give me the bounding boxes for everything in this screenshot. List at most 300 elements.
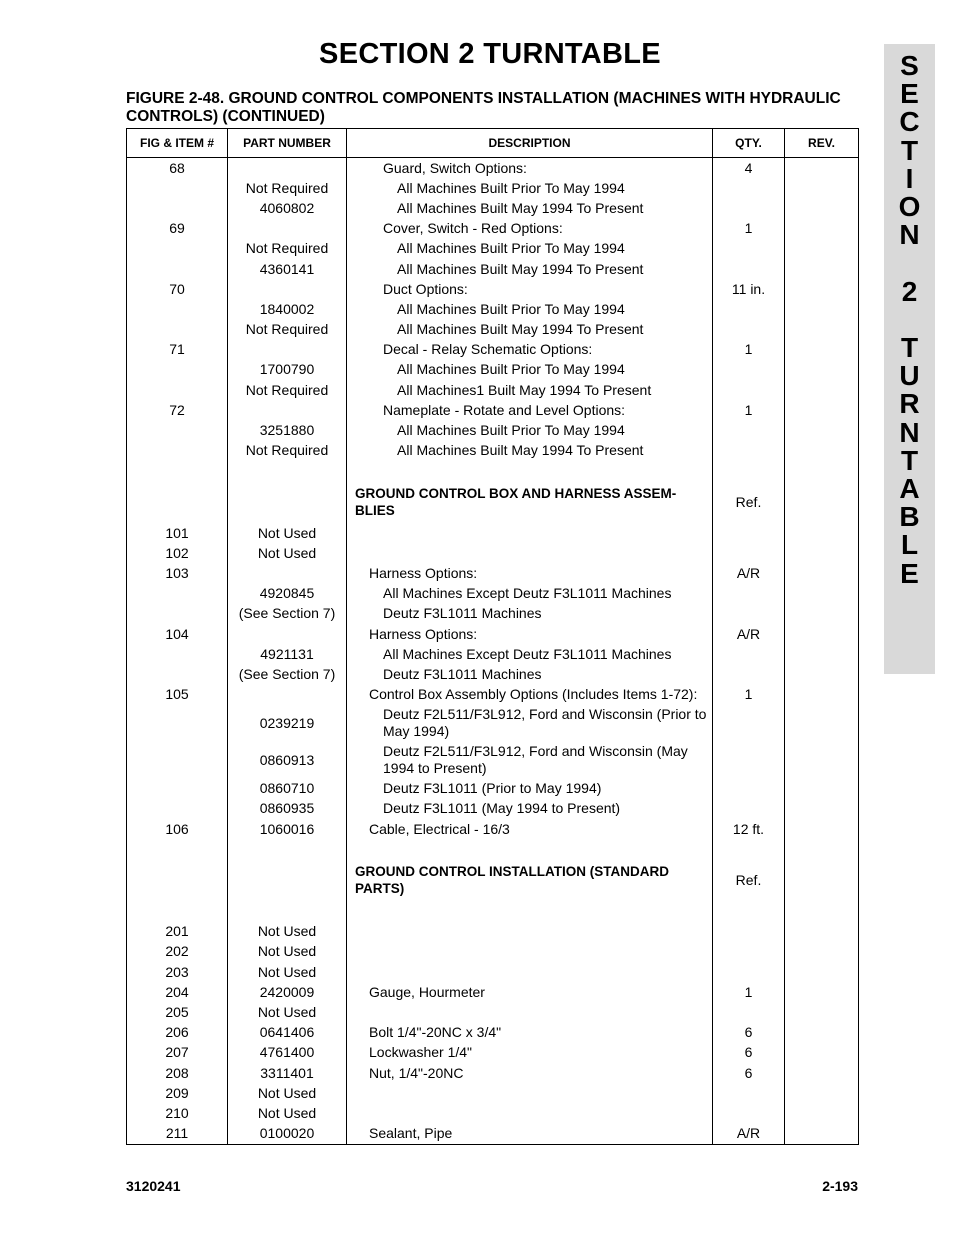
description-text: Guard, Switch Options: [383, 159, 527, 176]
fig-item-cell [127, 320, 228, 340]
fig-item-cell [127, 644, 228, 664]
description-cell [347, 178, 713, 198]
table-row [127, 158, 859, 179]
part-number-cell: 3251880 [228, 420, 347, 440]
table-row [127, 380, 859, 400]
rev-cell [785, 380, 859, 400]
description-text: All Machines Except Deutz F3L1011 Machines [383, 645, 672, 662]
description-text: Sealant, Pipe [369, 1125, 453, 1142]
part-number-cell: 1060016 [228, 819, 347, 839]
qty-cell: 1 [713, 685, 785, 705]
table-row [127, 239, 859, 259]
description-text: Deutz F3L1011 Machines [383, 605, 542, 622]
part-number-cell [228, 624, 347, 644]
part-number-cell [228, 839, 347, 859]
rev-cell [785, 320, 859, 340]
rev-cell [785, 543, 859, 563]
table-row [127, 685, 859, 705]
description-text: Deutz F3L1011 (May 1994 to Present) [383, 800, 621, 817]
part-number-cell: 0641406 [228, 1023, 347, 1043]
table-row [127, 299, 859, 319]
qty-cell: A/R [713, 563, 785, 583]
part-number-cell: 4921131 [228, 644, 347, 664]
description-text: Deutz F3L1011 (Prior to May 1994) [383, 780, 602, 797]
description-cell [347, 1124, 713, 1145]
fig-item-cell [127, 799, 228, 819]
qty-cell: 1 [713, 400, 785, 420]
rev-cell [785, 584, 859, 604]
part-number-cell: 4920845 [228, 584, 347, 604]
header-rev: REV. [785, 129, 859, 158]
side-tab-letter [884, 306, 935, 334]
part-number-cell: Not Required [228, 380, 347, 400]
rev-cell [785, 982, 859, 1002]
description-text: All Machines Built May 1994 To Present [397, 442, 644, 459]
fig-item-cell: 206 [127, 1023, 228, 1043]
description-cell [347, 420, 713, 440]
description-text: Deutz F2L511/F3L912, Ford and Wisconsin (Prior to May 1994) [383, 706, 707, 740]
fig-item-cell [127, 420, 228, 440]
side-tab-letters [884, 52, 935, 588]
description-text: Deutz F3L1011 Machines [383, 665, 542, 682]
part-number-cell [228, 685, 347, 705]
description-text: Lockwasher 1/4" [369, 1044, 473, 1061]
side-tab-letter: N [899, 219, 920, 251]
table-row [127, 400, 859, 420]
side-tab-letter: C [899, 106, 920, 138]
part-number-cell [228, 219, 347, 239]
description-cell [347, 604, 713, 624]
rev-cell [785, 400, 859, 420]
side-tab-letter: T [900, 444, 919, 476]
rev-cell [785, 279, 859, 299]
part-number-cell [228, 859, 347, 901]
header-qty: QTY. [713, 129, 785, 158]
description-cell [347, 219, 713, 239]
parts-table [126, 128, 859, 1145]
side-tab-letter: S [900, 50, 919, 81]
part-number-cell [228, 400, 347, 420]
description-cell [347, 819, 713, 839]
rev-cell [785, 360, 859, 380]
table-row [127, 1043, 859, 1063]
qty-cell [713, 705, 785, 742]
description-text: Deutz F2L511/F3L912, Ford and Wisconsin (May 1994 to Present) [383, 743, 688, 777]
table-row [127, 922, 859, 942]
qty-cell: 11 in. [713, 279, 785, 299]
qty-cell [713, 1002, 785, 1022]
part-number-cell: Not Required [228, 178, 347, 198]
description-cell [347, 1103, 713, 1123]
table-row [127, 942, 859, 962]
fig-item-cell: 102 [127, 543, 228, 563]
rev-cell [785, 481, 859, 523]
table-row [127, 1124, 859, 1145]
qty-cell [713, 901, 785, 921]
part-number-cell: 4060802 [228, 198, 347, 218]
table-row [127, 779, 859, 799]
description-cell [347, 664, 713, 684]
rev-cell [785, 922, 859, 942]
rev-cell [785, 819, 859, 839]
part-number-cell: Not Required [228, 320, 347, 340]
table-row [127, 819, 859, 839]
table-row [127, 543, 859, 563]
page-title: SECTION 2 TURNTABLE [319, 38, 661, 70]
part-number-cell: 1840002 [228, 299, 347, 319]
description-text: Duct Options: [383, 280, 468, 297]
qty-cell: A/R [713, 624, 785, 644]
description-text: Cover, Switch - Red Options: [383, 220, 563, 237]
fig-item-cell [127, 584, 228, 604]
rev-cell [785, 859, 859, 901]
rev-cell [785, 523, 859, 543]
part-number-cell [228, 901, 347, 921]
fig-item-cell: 104 [127, 624, 228, 644]
description-cell [347, 543, 713, 563]
qty-cell [713, 644, 785, 664]
rev-cell [785, 178, 859, 198]
qty-cell [713, 799, 785, 819]
figure-caption: FIGURE 2-48. GROUND CONTROL COMPONENTS INSTALLATION (MACHINES WITH HYDRAULIC CONTROLS) (CONTINUED) [126, 90, 841, 125]
side-tab-letter: T [900, 134, 919, 166]
fig-item-cell: 205 [127, 1002, 228, 1022]
description-text: Harness Options: [369, 564, 478, 581]
fig-item-cell [127, 604, 228, 624]
rev-cell [785, 299, 859, 319]
description-text: Nameplate - Rotate and Level Options: [383, 401, 626, 418]
qty-cell [713, 604, 785, 624]
part-number-cell: Not Used [228, 1002, 347, 1022]
section-header-text: GROUND CONTROL INSTALLATION (STANDARD PARTS) [355, 864, 669, 897]
rev-cell [785, 799, 859, 819]
qty-cell [713, 742, 785, 779]
description-cell [347, 779, 713, 799]
description-text: All Machines Built Prior To May 1994 [397, 361, 625, 378]
rev-cell [785, 420, 859, 440]
table-row [127, 901, 859, 921]
rev-cell [785, 705, 859, 742]
table-row [127, 461, 859, 481]
qty-cell [713, 299, 785, 319]
description-cell [347, 1023, 713, 1043]
rev-cell [785, 1023, 859, 1043]
table-row [127, 982, 859, 1002]
qty-cell [713, 239, 785, 259]
fig-item-cell: 71 [127, 340, 228, 360]
qty-cell [713, 1083, 785, 1103]
table-row [127, 523, 859, 543]
fig-item-cell [127, 441, 228, 461]
side-tab-letter: 2 [901, 275, 918, 307]
fig-item-cell: 72 [127, 400, 228, 420]
qty-cell [713, 380, 785, 400]
rev-cell [785, 1043, 859, 1063]
part-number-cell: Not Used [228, 1083, 347, 1103]
fig-item-cell: 208 [127, 1063, 228, 1083]
rev-cell [785, 742, 859, 779]
fig-item-cell [127, 178, 228, 198]
fig-item-cell [127, 664, 228, 684]
fig-item-cell: 210 [127, 1103, 228, 1123]
table-row [127, 664, 859, 684]
description-text: Cable, Electrical - 16/3 [369, 820, 510, 837]
table-row [127, 644, 859, 664]
description-cell [347, 340, 713, 360]
part-number-cell: 0860935 [228, 799, 347, 819]
side-tab-letter: O [898, 191, 921, 223]
part-number-cell: Not Used [228, 1103, 347, 1123]
part-number-cell: 0860913 [228, 742, 347, 779]
description-cell [347, 158, 713, 179]
part-number-cell: Not Used [228, 922, 347, 942]
rev-cell [785, 239, 859, 259]
rev-cell [785, 664, 859, 684]
table-row [127, 624, 859, 644]
header-fig-item: FIG & ITEM # [127, 129, 228, 158]
fig-item-cell [127, 859, 228, 901]
table-row [127, 441, 859, 461]
table-row [127, 1083, 859, 1103]
header-description: DESCRIPTION [347, 129, 713, 158]
table-row [127, 799, 859, 819]
description-text: Gauge, Hourmeter [369, 983, 485, 1000]
fig-item-cell: 201 [127, 922, 228, 942]
fig-item-cell: 70 [127, 279, 228, 299]
qty-cell [713, 922, 785, 942]
side-tab-letter: N [899, 416, 920, 448]
page-number: 2-193 [822, 1178, 858, 1194]
section-header-text: GROUND CONTROL BOX AND HARNESS ASSEM-BLIES [355, 486, 677, 518]
table-row [127, 420, 859, 440]
description-text: All Machines Built May 1994 To Present [397, 199, 644, 216]
part-number-cell: Not Required [228, 239, 347, 259]
table-row [127, 705, 859, 742]
fig-item-cell: 211 [127, 1124, 228, 1145]
description-cell [347, 742, 713, 779]
description-cell [347, 563, 713, 583]
description-cell [347, 839, 713, 859]
qty-cell [713, 584, 785, 604]
table-section-header-row [127, 481, 859, 523]
description-cell [347, 901, 713, 921]
table-row [127, 962, 859, 982]
part-number-cell [228, 481, 347, 523]
qty-cell [713, 320, 785, 340]
table-row [127, 279, 859, 299]
rev-cell [785, 685, 859, 705]
fig-item-cell [127, 779, 228, 799]
part-number-cell [228, 279, 347, 299]
part-number-cell: Not Used [228, 962, 347, 982]
qty-cell: 1 [713, 219, 785, 239]
fig-item-cell [127, 239, 228, 259]
side-tab-letter: E [900, 557, 919, 589]
rev-cell [785, 962, 859, 982]
qty-cell: 1 [713, 340, 785, 360]
qty-cell [713, 942, 785, 962]
side-tab-letter [884, 249, 935, 277]
description-cell [347, 299, 713, 319]
description-cell [347, 1043, 713, 1063]
section-side-tab [884, 44, 935, 674]
side-tab-letter: U [899, 360, 920, 392]
description-cell [347, 259, 713, 279]
table-row [127, 1023, 859, 1043]
fig-item-cell: 209 [127, 1083, 228, 1103]
fig-item-cell [127, 198, 228, 218]
description-cell [347, 380, 713, 400]
part-number-cell [228, 461, 347, 481]
fig-item-cell [127, 360, 228, 380]
description-text: Nut, 1/4"-20NC [369, 1064, 464, 1081]
table-header-row [127, 129, 859, 158]
part-number-cell: 0100020 [228, 1124, 347, 1145]
rev-cell [785, 1124, 859, 1145]
description-cell [347, 685, 713, 705]
description-text: Control Box Assembly Options (Includes Items 1-72): [369, 686, 698, 703]
part-number-cell: (See Section 7) [228, 604, 347, 624]
description-text: All Machines1 Built May 1994 To Present [397, 381, 652, 398]
table-row [127, 1103, 859, 1123]
side-tab-letter: E [900, 78, 919, 110]
description-cell [347, 523, 713, 543]
fig-item-cell: 105 [127, 685, 228, 705]
parts-table-body [127, 158, 859, 1145]
side-tab-letter: I [905, 162, 914, 194]
qty-cell: 1 [713, 982, 785, 1002]
qty-cell [713, 420, 785, 440]
side-tab-letter: R [899, 388, 920, 420]
rev-cell [785, 219, 859, 239]
fig-item-cell [127, 380, 228, 400]
part-number-cell: 4761400 [228, 1043, 347, 1063]
description-text: All Machines Built May 1994 To Present [397, 260, 644, 277]
rev-cell [785, 441, 859, 461]
table-row [127, 259, 859, 279]
description-cell [347, 962, 713, 982]
description-cell [347, 1002, 713, 1022]
qty-cell [713, 962, 785, 982]
part-number-cell [228, 340, 347, 360]
rev-cell [785, 604, 859, 624]
description-cell [347, 400, 713, 420]
table-row [127, 839, 859, 859]
rev-cell [785, 461, 859, 481]
fig-item-cell [127, 839, 228, 859]
fig-item-cell: 68 [127, 158, 228, 179]
description-cell [347, 859, 713, 901]
table-row [127, 198, 859, 218]
fig-item-cell: 204 [127, 982, 228, 1002]
part-number-cell: Not Used [228, 543, 347, 563]
table-row [127, 360, 859, 380]
rev-cell [785, 1103, 859, 1123]
rev-cell [785, 198, 859, 218]
description-text: All Machines Built Prior To May 1994 [397, 240, 625, 257]
rev-cell [785, 1002, 859, 1022]
description-text: All Machines Except Deutz F3L1011 Machines [383, 585, 672, 602]
description-cell [347, 705, 713, 742]
table-row [127, 604, 859, 624]
side-tab-letter: L [900, 529, 919, 561]
table-row [127, 178, 859, 198]
qty-cell: 6 [713, 1043, 785, 1063]
description-text: Bolt 1/4"-20NC x 3/4" [369, 1024, 502, 1041]
rev-cell [785, 340, 859, 360]
table-row [127, 1063, 859, 1083]
description-cell [347, 1083, 713, 1103]
description-cell [347, 360, 713, 380]
qty-cell [713, 198, 785, 218]
part-number-cell: (See Section 7) [228, 664, 347, 684]
qty-cell [713, 178, 785, 198]
part-number-cell [228, 158, 347, 179]
side-tab-letter: T [900, 332, 919, 364]
fig-item-cell: 203 [127, 962, 228, 982]
qty-cell: 6 [713, 1023, 785, 1043]
description-cell [347, 461, 713, 481]
description-cell [347, 624, 713, 644]
part-number-cell: 0239219 [228, 705, 347, 742]
description-text: All Machines Built Prior To May 1994 [397, 300, 625, 317]
description-text: All Machines Built Prior To May 1994 [397, 179, 625, 196]
fig-item-cell [127, 259, 228, 279]
part-number-cell: Not Used [228, 942, 347, 962]
qty-cell [713, 461, 785, 481]
document-number: 3120241 [126, 1178, 181, 1194]
qty-cell: Ref. [713, 481, 785, 523]
header-part-number: PART NUMBER [228, 129, 347, 158]
table-row [127, 340, 859, 360]
part-number-cell: 0860710 [228, 779, 347, 799]
description-cell [347, 239, 713, 259]
fig-item-cell [127, 461, 228, 481]
rev-cell [785, 839, 859, 859]
description-cell [347, 198, 713, 218]
description-text: Decal - Relay Schematic Options: [383, 341, 593, 358]
qty-cell [713, 360, 785, 380]
rev-cell [785, 158, 859, 179]
description-cell [347, 922, 713, 942]
table-row [127, 1002, 859, 1022]
description-cell [347, 982, 713, 1002]
side-tab-letter: B [899, 501, 920, 533]
qty-cell [713, 523, 785, 543]
part-number-cell: 1700790 [228, 360, 347, 380]
description-cell [347, 279, 713, 299]
side-tab-letter: A [899, 473, 920, 505]
description-text: All Machines Built Prior To May 1994 [397, 422, 625, 439]
qty-cell [713, 543, 785, 563]
fig-item-cell: 106 [127, 819, 228, 839]
description-text: Harness Options: [369, 625, 478, 642]
part-number-cell: 2420009 [228, 982, 347, 1002]
description-cell [347, 1063, 713, 1083]
description-cell [347, 942, 713, 962]
fig-item-cell [127, 299, 228, 319]
fig-item-cell: 202 [127, 942, 228, 962]
rev-cell [785, 624, 859, 644]
description-cell [347, 320, 713, 340]
qty-cell: A/R [713, 1124, 785, 1145]
description-text: All Machines Built May 1994 To Present [397, 321, 644, 338]
qty-cell [713, 779, 785, 799]
description-cell [347, 584, 713, 604]
rev-cell [785, 779, 859, 799]
part-number-cell: Not Used [228, 523, 347, 543]
fig-item-cell [127, 742, 228, 779]
